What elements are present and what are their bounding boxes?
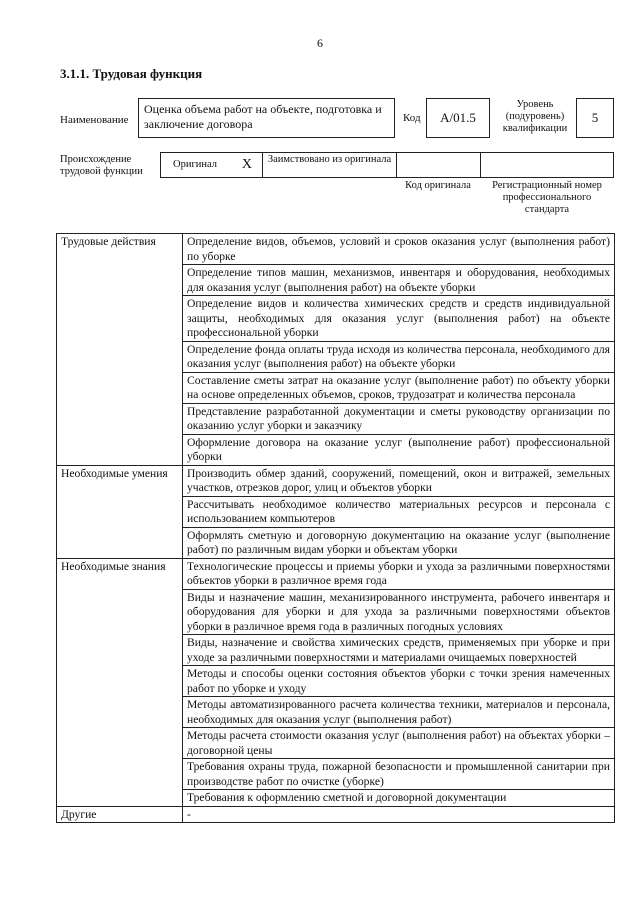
item-cell: Определение видов и количества химических средств и средств индивидуальной защиты, необходимых для оказания услуг (выполнения работ) на объекте профессиональной уборки [183, 296, 615, 342]
origin-label: Происхождение трудовой функции [60, 154, 143, 177]
item-cell: Определение типов машин, механизмов, инвентаря и оборудования, необходимых для оказания услуг (выполнения работ) на объекте уборки [183, 265, 615, 296]
borrowed-cell: Заимствовано из оригинала [262, 152, 396, 178]
original-cell [160, 152, 262, 178]
item-cell: Требования к оформлению сметной и договорной документации [183, 790, 615, 807]
table-row [57, 234, 615, 265]
level-value-box: 5 [576, 98, 614, 138]
table-row [57, 465, 615, 496]
code-original-caption: Код оригинала [405, 180, 471, 191]
item-cell: Определение фонда оплаты труда исходя из количества персонала, необходимого для оказания услуг (выполнения работ) на объекте уборки [183, 341, 615, 372]
page-number: 6 [317, 36, 323, 50]
item-cell: Рассчитывать необходимое количество материальных ресурсов и персонала с использованием компьютеров [183, 496, 615, 527]
labor-function-table [56, 233, 615, 823]
category-cell: Необходимые умения [57, 465, 183, 558]
name-label: Наименование [60, 114, 129, 126]
table-row [57, 806, 615, 823]
item-cell: Технологические процессы и приемы уборки и ухода за различными поверхностями объектов уборки в различное время года [183, 558, 615, 589]
code-label: Код [403, 112, 421, 124]
item-cell: Требования охраны труда, пожарной безопасности и промышленной санитарии при производстве работ по очистке (уборке) [183, 759, 615, 790]
category-cell: Необходимые знания [57, 558, 183, 806]
code-value-box: A/01.5 [426, 98, 490, 138]
item-cell: Производить обмер зданий, сооружений, помещений, окон и витражей, земельных участков, отрезков дорог, улиц и объектов уборки [183, 465, 615, 496]
item-cell: Методы автоматизированного расчета количества техники, материалов и персонала, необходимых для оказания услуг (выполнения работ) [183, 697, 615, 728]
category-cell: Трудовые действия [57, 234, 183, 466]
table-row [57, 558, 615, 589]
origin-row [160, 152, 614, 178]
level-label: Уровень (подуровень) квалификации [502, 99, 568, 134]
item-cell: Методы расчета стоимости оказания услуг (выполнения работ) на объектах уборки – договорной цены [183, 728, 615, 759]
item-cell: Виды, назначение и свойства химических средств, применяемых при уборке и при уходе за различными поверхностями и материалами очищаемых поверхностей [183, 635, 615, 666]
item-cell: - [183, 806, 615, 823]
code-original-cell [396, 152, 480, 178]
item-cell: Представление разработанной документации и сметы руководству организации по оказанию услуг уборки и заказчику [183, 403, 615, 434]
category-cell: Другие [57, 806, 183, 823]
function-name-box: Оценка объема работ на объекте, подготовка и заключение договора [138, 98, 395, 138]
item-cell: Оформлять сметную и договорную документацию на оказание услуг (выполнение работ) по различным видам уборки и объектам уборки [183, 527, 615, 558]
reg-number-caption: Регистрационный номер профессионального стандарта [492, 180, 602, 215]
item-cell: Составление сметы затрат на оказание услуг (выполнение работ) по объекту уборки на основе определенных объемов, сроков, трудозатрат и количества персонала [183, 372, 615, 403]
original-mark: X [241, 157, 252, 172]
original-label: Оригинал [173, 159, 217, 170]
table-body [57, 234, 615, 823]
section-title: 3.1.1. Трудовая функция [60, 66, 203, 81]
item-cell: Оформление договора на оказание услуг (выполнение работ) профессиональной уборки [183, 434, 615, 465]
item-cell: Виды и назначение машин, механизированного инструмента, рабочего инвентаря и оборудования для уборки и для ухода за различными поверхностями объектов уборки в различное время года в различных погодных условиях [183, 589, 615, 635]
reg-number-cell [480, 152, 614, 178]
item-cell: Определение видов, объемов, условий и сроков оказания услуг (выполнения работ) по уборке [183, 234, 615, 265]
item-cell: Методы и способы оценки состояния объектов уборки с точки зрения намеченных работ по уборке и уходу [183, 666, 615, 697]
